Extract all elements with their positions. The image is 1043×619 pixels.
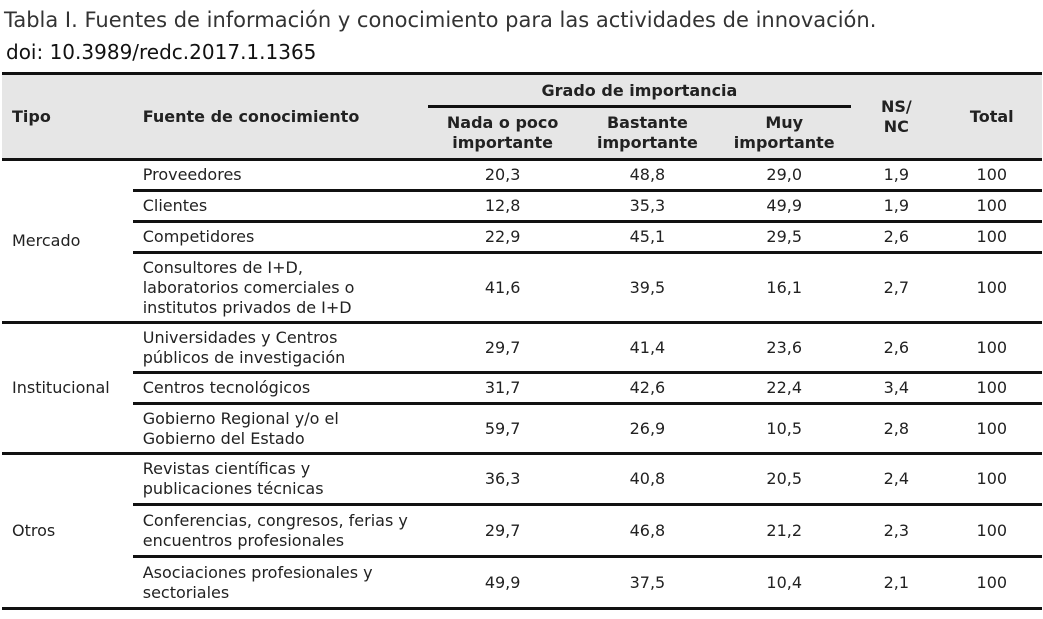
bastante-cell: 48,8 — [578, 160, 718, 191]
bastante-cell: 41,4 — [578, 323, 718, 373]
total-cell: 100 — [942, 505, 1042, 557]
header-bastante — [578, 108, 718, 160]
table-row — [2, 454, 1042, 505]
table-row — [2, 557, 1042, 609]
tipo-institucional: Institucional — [12, 378, 110, 397]
muy-cell: 10,4 — [717, 557, 851, 609]
muy-cell: 29,0 — [717, 160, 851, 191]
header-grado-label: Grado de importancia — [428, 75, 851, 108]
total-cell: 100 — [942, 373, 1042, 404]
nada-cell: 41,6 — [428, 253, 578, 323]
bastante-cell: 46,8 — [578, 505, 718, 557]
nsnc-cell: 2,7 — [851, 253, 941, 323]
fuente-text: Revistas científicas y publicaciones técnicas — [142, 459, 324, 498]
total-cell: 100 — [942, 323, 1042, 373]
table-row — [2, 222, 1042, 253]
table-row — [2, 323, 1042, 373]
fuente-cell — [133, 454, 428, 505]
total-cell: 100 — [942, 557, 1042, 609]
fuente-cell: Competidores — [133, 222, 428, 253]
bastante-cell: 35,3 — [578, 191, 718, 222]
muy-cell: 22,4 — [717, 373, 851, 404]
group-mercado — [2, 160, 1042, 323]
muy-cell: 23,6 — [717, 323, 851, 373]
fuente-cell — [133, 323, 428, 373]
table-header — [2, 74, 1042, 160]
muy-cell: 21,2 — [717, 505, 851, 557]
table-row — [2, 253, 1042, 323]
header-grado — [428, 74, 851, 109]
nada-cell: 36,3 — [428, 454, 578, 505]
muy-cell: 29,5 — [717, 222, 851, 253]
header-total: Total — [942, 74, 1042, 160]
fuente-text: Gobierno Regional y/o el Gobierno del Estado — [142, 408, 339, 448]
fuente-cell — [133, 404, 428, 454]
table-row — [2, 160, 1042, 191]
group-institucional — [2, 323, 1042, 454]
fuente-cell: Clientes — [133, 191, 428, 222]
nsnc-cell: 2,4 — [851, 454, 941, 505]
muy-cell: 10,5 — [717, 404, 851, 454]
fuente-cell — [133, 557, 428, 609]
nsnc-cell: 3,4 — [851, 373, 941, 404]
nada-cell: 31,7 — [428, 373, 578, 404]
fuente-text: Consultores de I+D, laboratorios comerciales o institutos privados de I+D — [142, 257, 355, 317]
total-cell: 100 — [942, 160, 1042, 191]
table-row — [2, 505, 1042, 557]
nsnc-cell: 1,9 — [851, 191, 941, 222]
header-muy — [717, 108, 851, 160]
tipo-otros: Otros — [12, 521, 56, 540]
group-otros — [2, 454, 1042, 609]
header-muy-label: Muy importante — [733, 113, 835, 152]
header-nsnc — [851, 74, 941, 160]
nada-cell: 22,9 — [428, 222, 578, 253]
table-row — [2, 191, 1042, 222]
fuente-text: Universidades y Centros públicos de investigación — [142, 327, 346, 367]
nsnc-cell: 2,8 — [851, 404, 941, 454]
header-tipo: Tipo — [2, 74, 133, 160]
bastante-cell: 40,8 — [578, 454, 718, 505]
bastante-cell: 45,1 — [578, 222, 718, 253]
fuente-text: Conferencias, congresos, ferias y encuentros profesionales — [142, 510, 408, 550]
table-row — [2, 373, 1042, 404]
nsnc-cell: 2,1 — [851, 557, 941, 609]
muy-cell: 16,1 — [717, 253, 851, 323]
muy-cell: 49,9 — [717, 191, 851, 222]
fuente-cell — [133, 505, 428, 557]
table-row — [2, 404, 1042, 454]
total-cell: 100 — [942, 253, 1042, 323]
nada-cell: 12,8 — [428, 191, 578, 222]
nsnc-cell: 1,9 — [851, 160, 941, 191]
total-cell: 100 — [942, 191, 1042, 222]
header-nada — [428, 108, 578, 160]
header-fuente: Fuente de conocimiento — [133, 74, 428, 160]
header-bastante-label: Bastante importante — [596, 113, 698, 152]
total-cell: 100 — [942, 454, 1042, 505]
fuente-cell — [133, 253, 428, 323]
total-cell: 100 — [942, 404, 1042, 454]
doi-text: doi: 10.3989/redc.2017.1.1365 — [6, 40, 317, 64]
nada-cell: 29,7 — [428, 505, 578, 557]
fuente-cell: Proveedores — [133, 160, 428, 191]
nada-cell: 20,3 — [428, 160, 578, 191]
muy-cell: 20,5 — [717, 454, 851, 505]
total-cell: 100 — [942, 222, 1042, 253]
nsnc-cell: 2,3 — [851, 505, 941, 557]
nada-cell: 29,7 — [428, 323, 578, 373]
bastante-cell: 39,5 — [578, 253, 718, 323]
fuente-cell: Centros tecnológicos — [133, 373, 428, 404]
header-nsnc-label: NS/ NC — [880, 96, 912, 136]
data-table — [2, 72, 1042, 610]
nsnc-cell: 2,6 — [851, 323, 941, 373]
fuente-text: Asociaciones profesionales y sectoriales — [142, 562, 373, 602]
tipo-mercado: Mercado — [12, 231, 81, 250]
bastante-cell: 37,5 — [578, 557, 718, 609]
bastante-cell: 42,6 — [578, 373, 718, 404]
table-caption: Tabla I. Fuentes de información y conocimiento para las actividades de innovación. — [4, 8, 877, 32]
nada-cell: 49,9 — [428, 557, 578, 609]
nsnc-cell: 2,6 — [851, 222, 941, 253]
header-nada-label: Nada o poco importante — [446, 113, 559, 152]
bastante-cell: 26,9 — [578, 404, 718, 454]
nada-cell: 59,7 — [428, 404, 578, 454]
